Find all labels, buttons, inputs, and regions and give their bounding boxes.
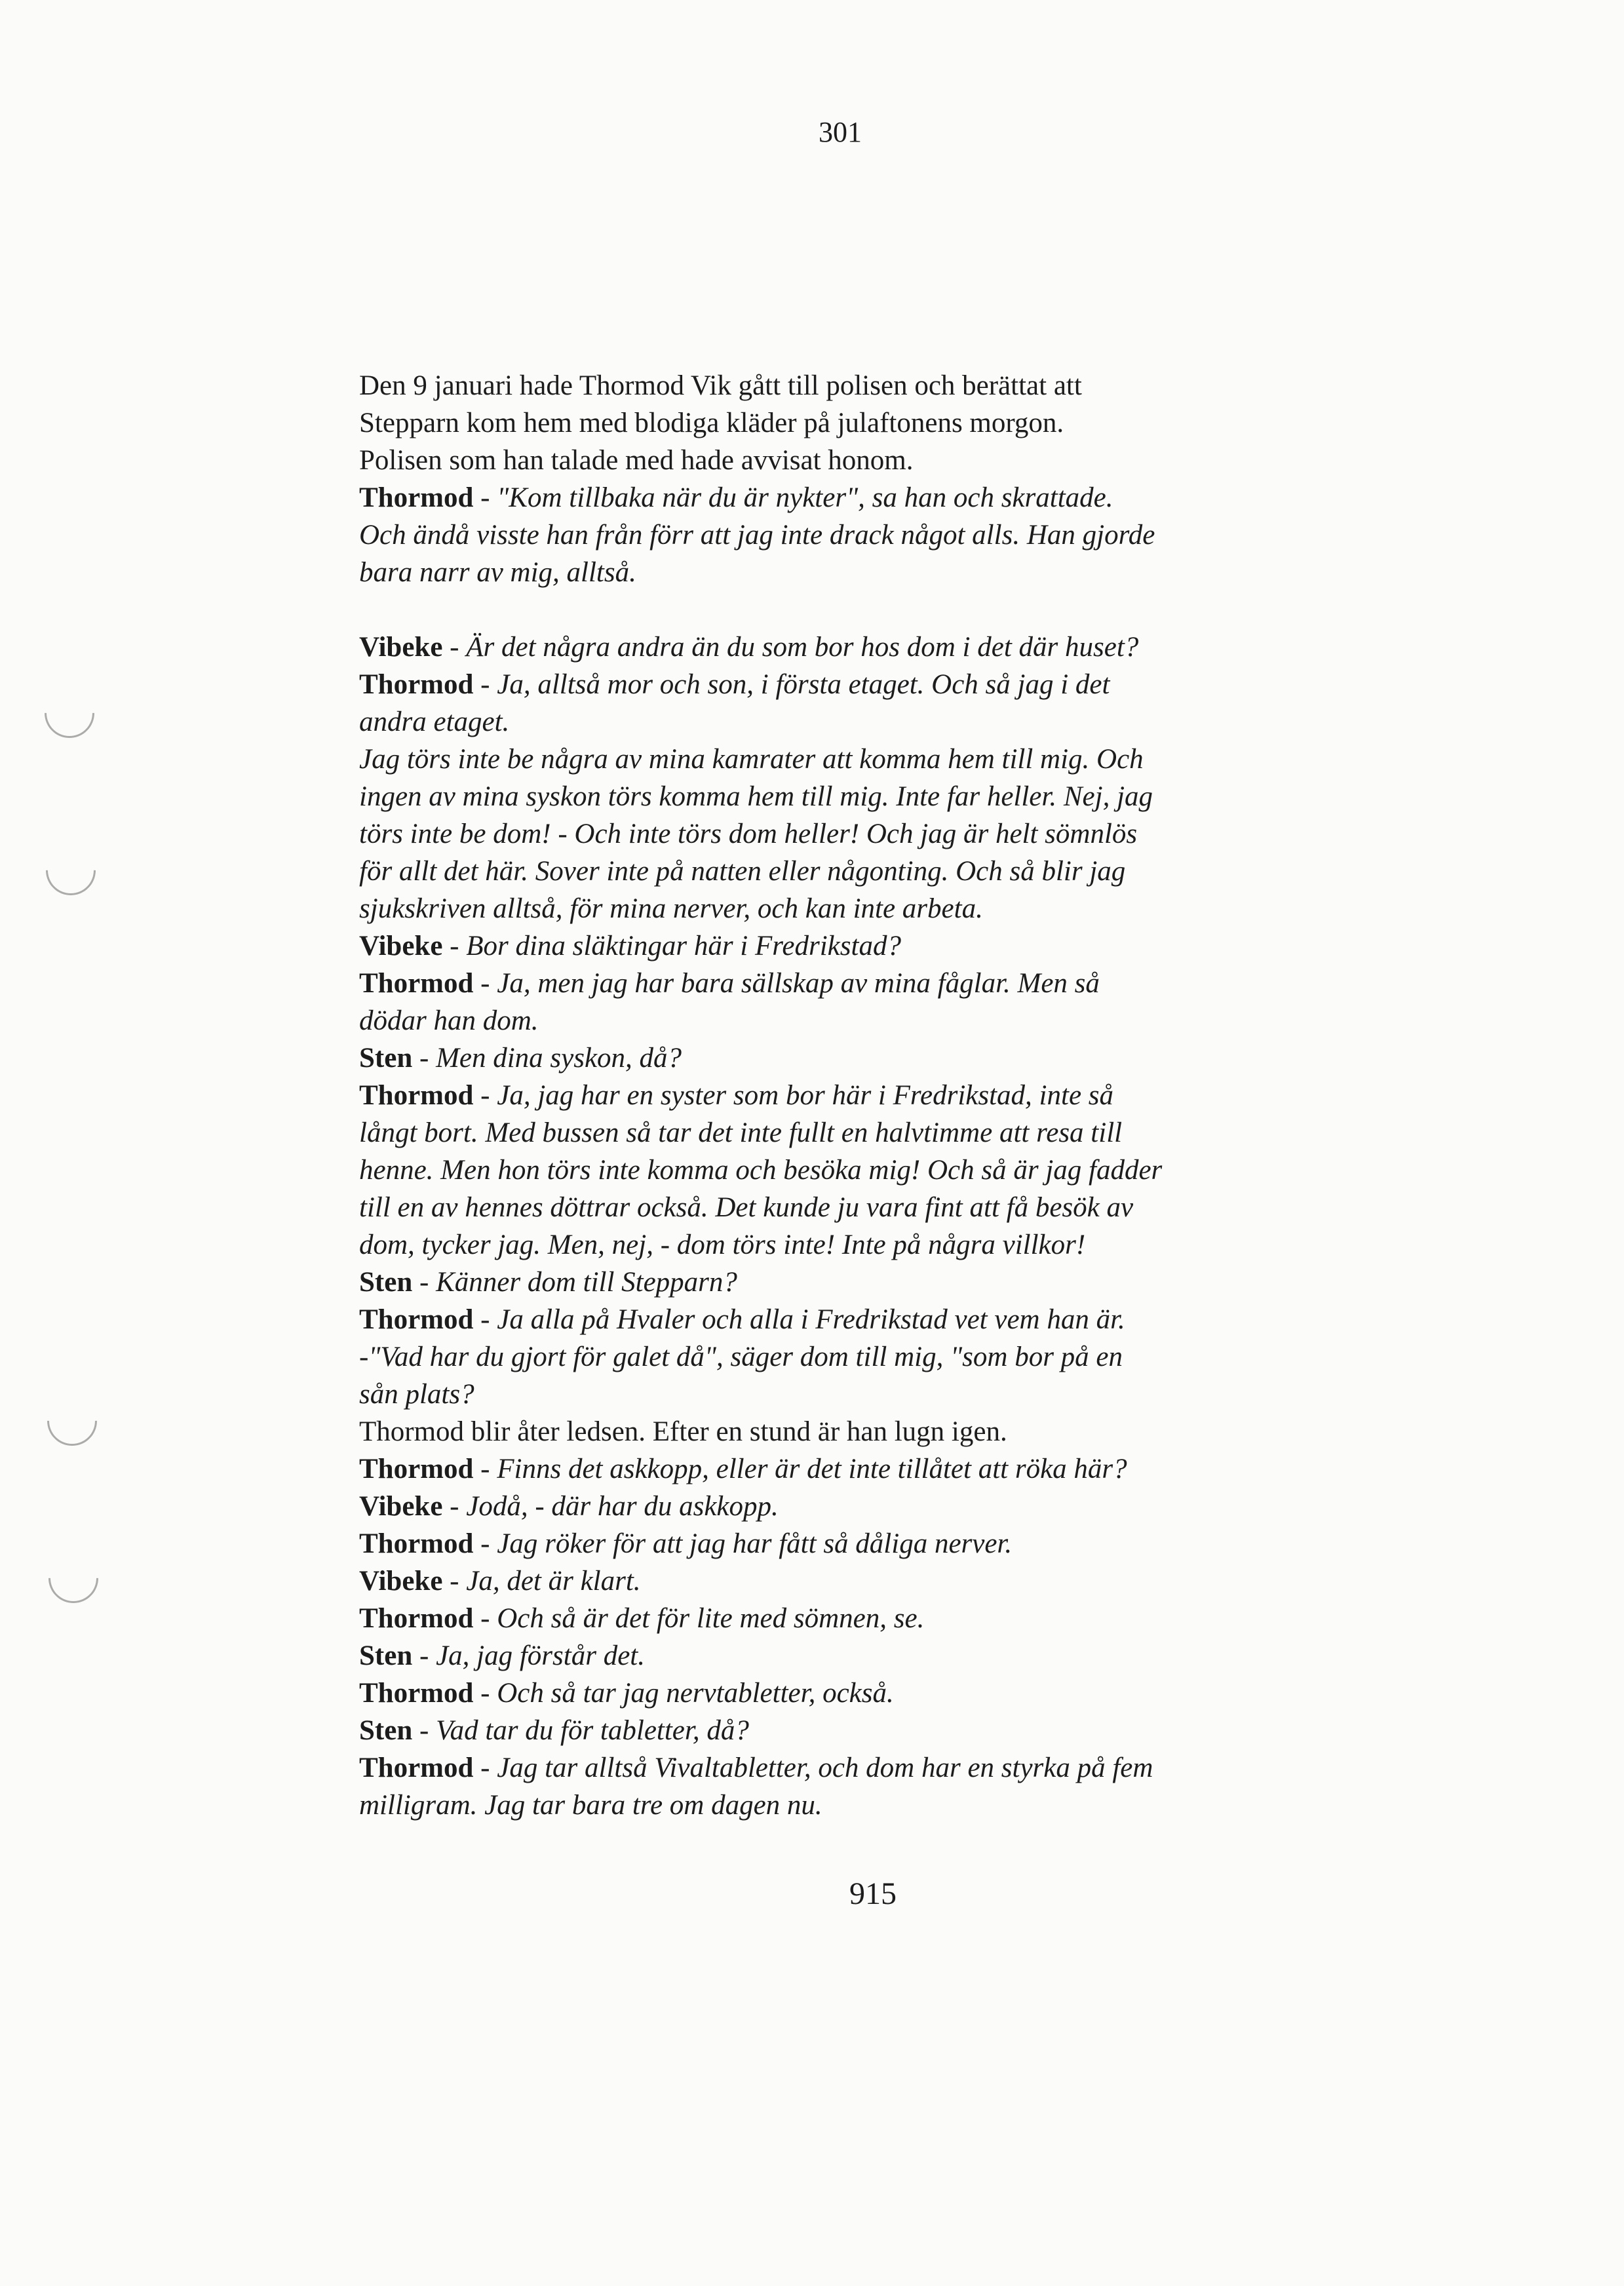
dialogue-line (359, 1114, 1316, 1152)
speaker-separator: - (473, 968, 497, 999)
speech-text: Vad tar du för tabletter, då? (436, 1715, 749, 1746)
speech-text: bara narr av mig, alltså. (359, 557, 636, 588)
dialogue-line (359, 479, 1316, 516)
dialogue-line (359, 1637, 1316, 1675)
speech-text: Ja alla på Hvaler och alla i Fredrikstad vet vem han är. (497, 1304, 1125, 1335)
speaker-separator: - (412, 1043, 436, 1074)
speaker-separator: - (473, 1678, 497, 1709)
speaker-name: Thormod (359, 1528, 474, 1559)
dialogue-line (359, 516, 1316, 554)
speech-text: Men dina syskon, då? (436, 1043, 682, 1074)
dialogue-line (359, 1189, 1316, 1226)
speaker-separator: - (442, 1491, 467, 1522)
dialogue-line (359, 1226, 1316, 1264)
speaker-separator: - (412, 1640, 436, 1671)
speaker-name: Vibeke (359, 1491, 443, 1522)
speaker-name: Thormod (359, 1454, 474, 1484)
speaker-separator: - (412, 1267, 436, 1298)
dialogue-block-1 (359, 479, 1316, 591)
speaker-separator: - (473, 1603, 497, 1634)
speaker-name: Thormod (359, 968, 474, 999)
dialogue-line (359, 1039, 1316, 1077)
speech-text: Är det några andra än du som bor hos dom i det där huset? (466, 632, 1139, 663)
speech-text: -"Vad har du gjort för galet då", säger dom till mig, "som bor på en (359, 1342, 1123, 1372)
speaker-separator: - (473, 1753, 497, 1783)
speaker-separator: - (473, 1454, 497, 1484)
page-number-top: 301 (819, 116, 862, 148)
speech-text: Ja, jag har en syster som bor här i Fredrikstad, inte så (497, 1080, 1114, 1111)
dialogue-line (359, 1600, 1316, 1637)
narration-text: Thormod blir åter ledsen. Efter en stund är han lugn igen. (359, 1416, 1007, 1447)
speaker-name: Sten (359, 1267, 413, 1298)
speech-text: henne. Men hon törs inte komma och besöka mig! Och så är jag fadder (359, 1155, 1163, 1186)
narrative-line: Polisen som han talade med hade avvisat honom. (359, 445, 914, 476)
dialogue-line (359, 927, 1316, 965)
narrative-line: Den 9 januari hade Thormod Vik gått till polisen och berättat att (359, 370, 1082, 401)
dialogue-block-2 (359, 629, 1316, 1824)
page-number-bottom: 915 (849, 1876, 897, 1911)
dialogue-line (359, 703, 1316, 741)
dialogue-line (359, 1338, 1316, 1376)
speech-text: Jag törs inte be några av mina kamrater att komma hem till mig. Och (359, 744, 1144, 775)
speech-text: andra etaget. (359, 707, 510, 737)
speech-text: Och så tar jag nervtabletter, också. (497, 1678, 894, 1709)
dialogue-line (359, 1675, 1316, 1712)
dialogue-line (359, 1077, 1316, 1114)
dialogue-line (359, 1787, 1316, 1824)
dialogue-line (359, 1301, 1316, 1338)
dialogue-line (359, 890, 1316, 927)
dialogue-line (359, 1152, 1316, 1189)
speech-text: Bor dina släktingar här i Fredrikstad? (466, 931, 901, 961)
dialogue-line (359, 778, 1316, 815)
speech-text: dom, tycker jag. Men, nej, - dom törs inte! Inte på några villkor! (359, 1230, 1086, 1260)
speech-text: Och så är det för lite med sömnen, se. (497, 1603, 925, 1634)
dialogue-line (359, 1002, 1316, 1039)
speech-text: Ja, det är klart. (466, 1566, 641, 1597)
dialogue-line (359, 1376, 1316, 1413)
speech-text: Jag röker för att jag har fått så dåliga nerver. (497, 1528, 1013, 1559)
speaker-name: Thormod (359, 669, 474, 700)
speech-text: Ja, men jag har bara sällskap av mina fåglar. Men så (497, 968, 1100, 999)
dialogue-line (359, 1264, 1316, 1301)
speaker-name: Sten (359, 1640, 413, 1671)
speech-text: "Kom tillbaka när du är nykter", sa han och skrattade. (497, 482, 1113, 513)
dialogue-line (359, 1749, 1316, 1787)
speech-text: Jodå, - där har du askkopp. (466, 1491, 779, 1522)
speaker-separator: - (412, 1715, 436, 1746)
dialogue-line (359, 629, 1316, 666)
speech-text: långt bort. Med bussen så tar det inte fullt en halvtimme att resa till (359, 1117, 1123, 1148)
speaker-separator: - (442, 931, 467, 961)
speech-text: Jag tar alltså Vivaltabletter, och dom har en styrka på fem (497, 1753, 1153, 1783)
dialogue-line (359, 965, 1316, 1002)
dialogue-line (359, 666, 1316, 703)
punch-hole-mark (35, 835, 106, 905)
speech-text: Ja, alltså mor och son, i första etaget. Och så jag i det (497, 669, 1110, 700)
speaker-name: Vibeke (359, 632, 443, 663)
dialogue-line (359, 554, 1316, 591)
speech-text: Finns det askkopp, eller är det inte tillåtet att röka här? (497, 1454, 1127, 1484)
speech-text: sån plats? (359, 1379, 474, 1410)
speaker-separator: - (473, 1528, 497, 1559)
punch-hole-mark (38, 1543, 108, 1613)
punch-hole-mark (34, 678, 104, 748)
speaker-name: Thormod (359, 1080, 474, 1111)
speech-text: för allt det här. Sover inte på natten eller någonting. Och så blir jag (359, 856, 1126, 887)
speech-text: dödar han dom. (359, 1005, 539, 1036)
speech-text: sjukskriven alltså, för mina nerver, och kan inte arbeta. (359, 893, 983, 924)
speaker-name: Vibeke (359, 931, 443, 961)
speech-text: törs inte be dom! - Och inte törs dom heller! Och jag är helt sömnlös (359, 819, 1138, 849)
dialogue-line (359, 1450, 1316, 1488)
speaker-name: Sten (359, 1043, 413, 1074)
paragraph-gap (359, 591, 1316, 629)
speaker-separator: - (473, 1080, 497, 1111)
narrative-paragraph (359, 367, 1316, 479)
speaker-separator: - (473, 669, 497, 700)
speech-text: milligram. Jag tar bara tre om dagen nu. (359, 1790, 822, 1821)
dialogue-line (359, 1712, 1316, 1749)
narrative-line: Stepparn kom hem med blodiga kläder på julaftonens morgon. (359, 408, 1064, 438)
speaker-name: Thormod (359, 1678, 474, 1709)
speech-text: Och ändå visste han från förr att jag inte drack något alls. Han gjorde (359, 520, 1155, 551)
punch-hole-mark (37, 1385, 107, 1456)
speaker-name: Thormod (359, 1304, 474, 1335)
dialogue-line (359, 815, 1316, 853)
speaker-name: Thormod (359, 1753, 474, 1783)
speaker-name: Thormod (359, 482, 474, 513)
dialogue-line (359, 853, 1316, 890)
speech-text: till en av hennes döttrar också. Det kunde ju vara fint att få besök av (359, 1192, 1134, 1223)
speaker-name: Thormod (359, 1603, 474, 1634)
speaker-separator: - (473, 482, 497, 513)
speech-text: ingen av mina syskon törs komma hem till mig. Inte far heller. Nej, jag (359, 781, 1153, 812)
speaker-name: Sten (359, 1715, 413, 1746)
speaker-separator: - (473, 1304, 497, 1335)
dialogue-line (359, 1413, 1316, 1450)
speaker-separator: - (442, 632, 467, 663)
dialogue-line (359, 1488, 1316, 1525)
transcript-body (359, 367, 1316, 1824)
speaker-name: Vibeke (359, 1566, 443, 1597)
speech-text: Känner dom till Stepparn? (436, 1267, 737, 1298)
dialogue-line (359, 1525, 1316, 1562)
speech-text: Ja, jag förstår det. (436, 1640, 645, 1671)
speaker-separator: - (442, 1566, 467, 1597)
dialogue-line (359, 1562, 1316, 1600)
dialogue-line (359, 741, 1316, 778)
